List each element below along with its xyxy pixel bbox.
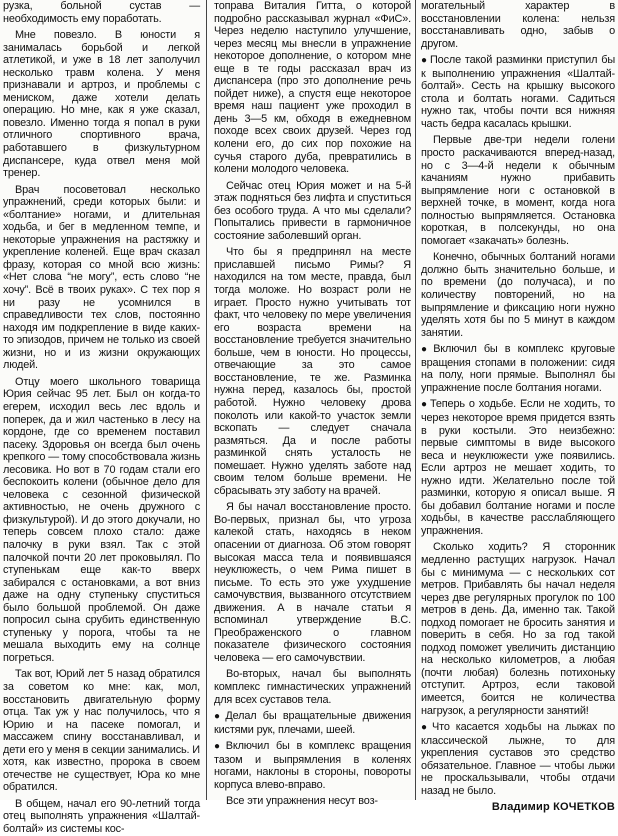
article-paragraph xyxy=(214,246,411,497)
bullet-marker: ● xyxy=(421,55,428,67)
column-divider xyxy=(415,0,416,800)
paragraph-text: Сколько ходить? Я сторонник медленно растущих нагрузок. Начал бы с минимума — с нескольких сот метров. Прибавлять бы начал неделя через две регулярных прогулок по 100 метров в день. Да, именно так. Такой подход помогает не бросить занятия и поверить в себя. Но за год такой подход поможет увеличить дистанцию на несколько километров, а любая (почти любая) болезнь потихоньку отступит. Артроз, если таковой имеется, боится не количества нагрузок, а регулярности занятий! xyxy=(421,541,615,717)
bullet-marker: ● xyxy=(421,722,431,734)
column-divider xyxy=(206,0,207,800)
bullet-paragraph xyxy=(421,721,615,797)
paragraph-text: Что касается ходьбы на лыжах по классической лыжне, то для укрепления суставов это средство обязательное. Главное — чтобы лыжи не проскальзывали, чтобы отдачи назад не было. xyxy=(421,721,615,797)
paragraph-text: Первые две-три недели голени просто раскачиваются вперед-назад, но с 3—4-й недели к обычным качаниям нужно прибавить выпрямление ноги с остановкой в верхней точке, в момент, когда нога полностью выпрямляется. Остановка короткая, в полсекунды, но она помогает «закачать» болезнь. xyxy=(421,134,615,247)
article-column-3 xyxy=(421,0,616,814)
bullet-marker: ● xyxy=(421,399,428,411)
article-paragraph xyxy=(3,184,200,372)
article-paragraph xyxy=(214,0,411,176)
paragraph-text: В общем, начал его 90-летний тогда отец выполнять упражнения «Шалтай-болтай» из системы кос- xyxy=(3,797,200,835)
paragraph-text: Сейчас отец Юрия может и на 5-й этаж подняться без лифта и спуститься без особого труда. А что мы сделали? Попытались привести в гармоничное состояние заболевший орган. xyxy=(214,179,411,242)
bullet-marker: ● xyxy=(421,344,432,356)
bullet-marker: ● xyxy=(214,711,224,723)
article-column-2 xyxy=(214,0,411,808)
bullet-paragraph xyxy=(421,54,615,130)
author-signature: Владимир КОЧЕТКОВ xyxy=(491,801,615,814)
article-paragraph xyxy=(214,668,411,706)
bullet-paragraph xyxy=(214,710,411,736)
paragraph-text: Конечно, обычных болтаний ногами должно быть значительно больше, и по времени (до получаса), и по количеству повторений, но на выпрямление и фиксацию ноги нужно уделять хотя бы по 5 минут в каждом занятии. xyxy=(421,251,615,339)
article-paragraph xyxy=(3,668,200,793)
article-paragraph xyxy=(421,0,615,50)
paragraph-text: Включил бы в комплекс вращения тазом и выпрямления в коленях ногами, наклоны в стороны, повороты корпуса влево-вправо. xyxy=(214,740,411,791)
paragraph-text: Я бы начал восстановление просто. Во-первых, признал бы, что угроза калекой стать, находясь в неком опасении от диагноза. Об этом говорят высокая масса тела и появившаяся неуклюжесть, о чем Рима пишет в письме. То есть это уже ухудшение самочувствия, вызванного отсутствием движения. А в начале статьи я вспоминал утверждение В.С. Преображенского о главном показателе физического состояния человека — его самочувствии. xyxy=(214,501,411,664)
article-paragraph xyxy=(421,541,615,717)
paragraph-text: Мне повезло. В юности я занималась борьбой и легкой атлетикой, и уже в 18 лет заполучил несколько травм колена. У меня признавали и артроз, и проблемы с мениском, даже хотели делать операцию. Но мне, как я уже сказал, повезло. Именно тогда я попал в руки отличного спортивного врача, работавшего в физкультурном диспансере, куда отвел меня мой тренер. xyxy=(3,29,200,180)
paragraph-text: Так вот, Юрий лет 5 назад обратился за советом ко мне: как, мол, восстановить двигательную форму отца. Так уж у нас получилось, что я Юрию и на пасеке помогал, и массажем спину восстанавливал, и дети его у меня в секции занимались. И хотя, как известно, пророка в своем отечестве не существует, Юра ко мне обратился. xyxy=(3,668,200,794)
article-paragraph xyxy=(3,0,200,25)
paragraph-text: топрава Виталия Гитта, о которой подробно рассказывал журнал «ФиС». Через неделю наступило улучшение, через месяц мы внесли в упражнение некоторое дополнение, о котором мне еще в те годы рассказал врач из диспансера (про это дополнение речь пойдет ниже), а спустя еще некоторое время наш пациент уже проходил в день 3—5 км, обходя в ежедневном походе всех своих друзей. Через год колени его, до сих пор похожие на сучья старого дуба, превратились в колени молодого человека. xyxy=(214,0,411,176)
article-paragraph xyxy=(421,134,615,247)
paragraph-text: Делал бы вращательные движения кистями рук, плечами, шеей. xyxy=(214,710,411,736)
paragraph-text: рузка, больной сустав — необходимость ему поработать. xyxy=(3,0,200,25)
bullet-marker: ● xyxy=(214,741,224,753)
article-paragraph xyxy=(214,795,411,808)
article-paragraph xyxy=(3,798,200,836)
article-paragraph xyxy=(421,251,615,339)
article-paragraph xyxy=(214,501,411,664)
paragraph-text: Врач посоветовал несколько упражнений, среди которых были: и «болтание» ногами, и длительная ходьба, и бег в медленном темпе, и некоторые упражнения на растяжку и укрепление коленей. Еще врач сказал фразу, которая со мной всю жизнь: «Нет слова “не могу”, есть слово “не хочу”. Всё в твоих руках». С тех пор я ни разу не усомнился в справедливости тех слов, постоянно находя им подкрепление в виде каких-то эпизодов, причем не только из своей жизни, но и из жизни окружающих людей. xyxy=(3,183,200,372)
article-paragraph xyxy=(214,180,411,243)
paragraph-text: Во-вторых, начал бы выполнять комплекс гимнастических упражнений для всех суставов тела. xyxy=(214,668,411,706)
article-paragraph xyxy=(3,29,200,180)
bullet-paragraph xyxy=(421,398,615,537)
article-paragraph xyxy=(3,376,200,665)
bullet-paragraph xyxy=(421,343,615,394)
article-column-1 xyxy=(3,0,200,835)
paragraph-text: Отцу моего школьного товарища Юрия сейчас 95 лет. Был он когда-то егерем, исходил весь лес вдоль и поперек, да и жил частенько в лесу на кордоне, где со временем поставил пасеку. Здоровья он всегда был очень крепкого — тому способствовала жизнь лесовика. Но вот в 70 годам стали его беспокоить колени (обычное дело для человека с сезонной физической активностью, не очень дружного с физкультурой). И до этого докучали, но теперь совсем плохо стало: даже палочку в руки взял. Так с этой палочкой почти 20 лет проковылял. По ступенькам еще как-то вверх забирался с остановками, а вот вниз даже на одну ступеньку спуститься было большой проблемой. Он даже попросил сына срубить единственную ступеньку у порога, чтобы та не мешала выходить ему на солнце погреться. xyxy=(3,375,200,664)
paragraph-text: После такой разминки приступил бы к выполнению упражнения «Шалтай-болтай». Сесть на крышку высокого стола и болтать ногами. Садиться нужно так, чтобы почти вся нижняя часть бедра касалась крышки. xyxy=(421,54,616,130)
paragraph-text: Все эти упражнения несут воз- xyxy=(226,795,378,808)
paragraph-text: Теперь о ходьбе. Если не ходить, то через некоторое время придется взять в руки костыли. Это неизбежно: первые симптомы в виде высокого веса и неуклюжести уже появились. Если артроз не мешает ходить, то нужно идти. Желательно после той разминки, которую я описал выше. Я бы добавил болтание ногами и после ходьбы, в качестве расслабляющего упражнения. xyxy=(421,398,615,537)
article-column-3-body xyxy=(421,0,615,797)
paragraph-text: могательный характер в восстановлении колена: нельзя восстанавливать одно, забыв о другом. xyxy=(421,0,615,50)
paragraph-text: Что бы я предпринял на месте приславшей письмо Римы? Я находился на том месте, правда, был тогда моложе. Но возраст роли не играет. Просто нужно учитывать тот факт, что человеку по мере увеличения его возраста времени на восстановление требуется значительно больше, чем в юности. Но процессы, отвечающие за это самое восстановление, те же. Разминка нужна перед, казалось бы, простой работой. Нужно человеку дрова поколоть или какой-то участок земли вскопать — следует сначала размяться. Да и после работы разминкой снять усталость не помешает. Нужно уделять заботе над своим телом больше времени. Не сбрасывать эту заботу на врачей. xyxy=(214,246,411,497)
paragraph-text: Включил бы в комплекс круговые вращения стопами в положении: сидя на полу, ноги прямые. Выполнял бы упражнение после болтания ногами. xyxy=(421,343,616,394)
bullet-paragraph xyxy=(214,740,411,791)
